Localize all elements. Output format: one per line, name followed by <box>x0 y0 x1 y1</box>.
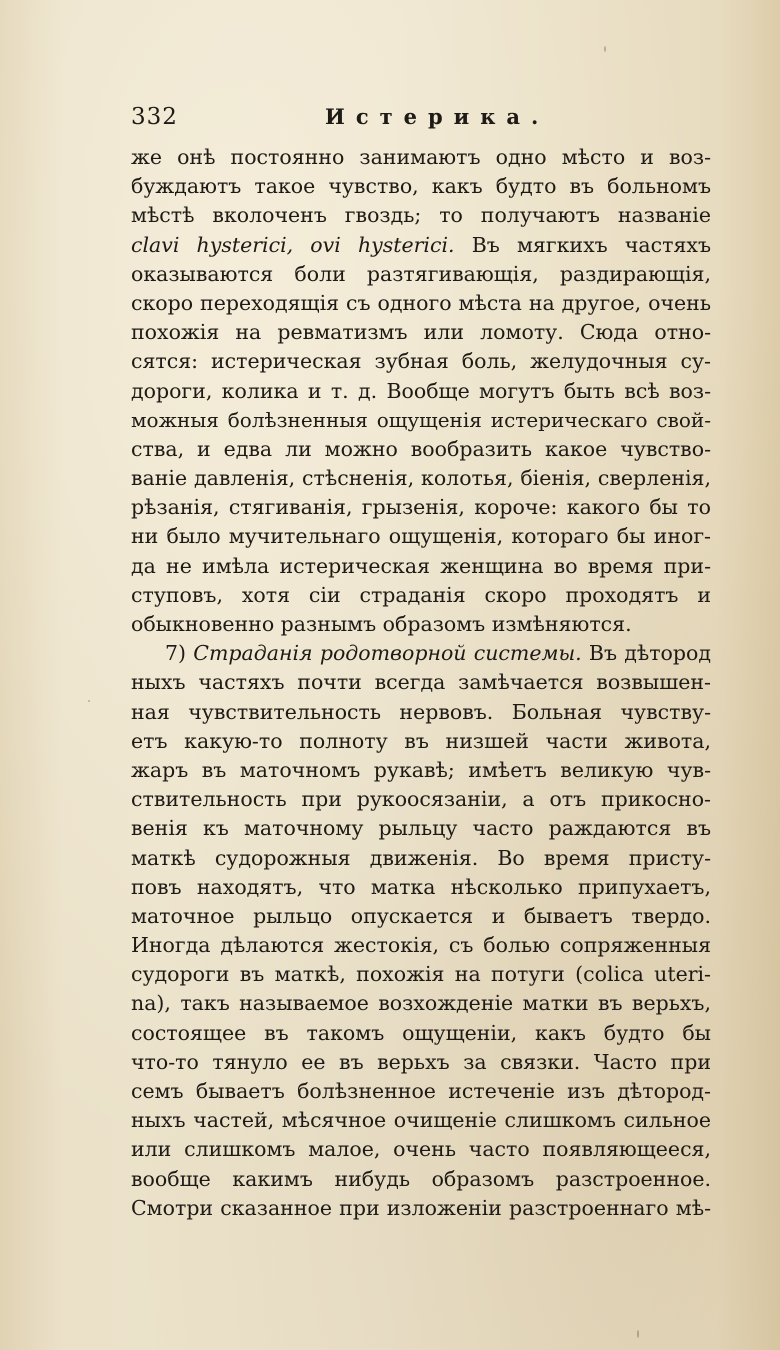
text-line: семъ бываетъ болѣзненное истеченіе изъ дѣтород- <box>131 1079 711 1103</box>
text-line: ствительность при рукоосязаніи, а отъ прикосно- <box>131 787 711 812</box>
text-line: маткѣ судорожныя движенія. Во время присту- <box>131 845 711 870</box>
text-line: вообще какимъ нибудь образомъ разстроенное. <box>131 1166 711 1191</box>
text-line: оказываются боли разтягивающія, раздирающія, <box>131 261 711 286</box>
text-line: na), такъ называемое возхожденіе матки въ верьхъ, <box>131 991 711 1016</box>
text-line: повъ находятъ, что матка нѣсколько припухаетъ, <box>131 874 711 899</box>
text-line: ныхъ частяхъ почти всегда замѣчается возвышен- <box>131 670 711 695</box>
text-line: похожія на ревматизмъ или ломоту. Сюда отно- <box>131 320 711 345</box>
text-line: скоро переходящія съ одного мѣста на другое, очень <box>131 290 711 315</box>
text-line: же онѣ постоянно занимаютъ одно мѣсто и воз- <box>131 145 711 169</box>
text-line: жаръ въ маточномъ рукавѣ; имѣетъ великую чув- <box>131 757 711 782</box>
text-line: что-то тянуло ее въ верьхъ за связки. Часто при <box>131 1049 711 1074</box>
paper-speck <box>88 700 90 702</box>
text-line: ваніе давленія, стѣсненія, колотья, біенія, сверленія, <box>131 466 711 491</box>
page-header <box>131 104 711 134</box>
text-line: буждаютъ такое чувство, какъ будто въ больномъ <box>131 174 711 199</box>
text-line: дороги, колика и т. д. Вообще могутъ быть всѣ воз- <box>131 378 711 403</box>
text-line: или слишкомъ малое, очень часто появляющееся, <box>131 1137 711 1162</box>
text-line: маточное рыльцо опускается и бываетъ твердо. <box>131 903 711 928</box>
text-line: рѣзанія, стягиванія, грызенія, короче: какого бы то <box>131 495 711 520</box>
paper-speck <box>637 1330 639 1338</box>
page-number: 332 <box>131 104 178 130</box>
text-line: етъ какую-то полноту въ низшей части живота, <box>131 728 711 753</box>
body-text <box>131 143 711 1223</box>
text-line: да не имѣла истерическая женщина во время при- <box>131 553 711 578</box>
paper-speck <box>604 46 606 52</box>
text-line: Смотри сказанное при изложеніи разстроеннаго мѣ- <box>131 1195 711 1220</box>
text-line: венія къ маточному рыльцу часто раждаются въ <box>131 816 711 841</box>
text-line: сятся: истерическая зубная боль, желудочныя су- <box>131 349 711 374</box>
text-line: ни было мучительнаго ощущенія, котораго бы иног- <box>131 524 711 549</box>
text-line: мѣстѣ вколоченъ гвоздь; то получаютъ названіе <box>131 203 711 228</box>
text-line: состоящее въ такомъ ощущеніи, какъ будто бы <box>131 1020 711 1045</box>
latin-term: clavi hysterici, ovi hysterici. <box>131 232 455 257</box>
running-title: Истерика. <box>325 104 550 129</box>
section-number: 7) <box>165 641 187 666</box>
text-line: ныхъ частей, мѣсячное очищеніе слишкомъ сильное <box>131 1108 711 1133</box>
section-title: Страданія родотворной системы. <box>186 641 582 666</box>
text-line: ства, и едва ли можно вообразить какое чувство- <box>131 436 711 461</box>
text-line: Иногда дѣлаются жестокія, съ болью сопряженныя <box>131 933 711 958</box>
text-line: можныя болѣзненныя ощущенія истерическаго свой- <box>131 407 711 432</box>
paragraph-end-line: обыкновенно разнымъ образомъ измѣняются. <box>131 612 632 636</box>
text-line: clavi hysterici, ovi hysterici. Въ мягкихъ частяхъ <box>131 232 711 257</box>
text-line: ступовъ, хотя сіи страданія скоро проходятъ и <box>131 582 711 607</box>
text-line: судороги въ маткѣ, похожія на потуги (colica uteri- <box>131 962 711 987</box>
text-line: ная чувствительность нервовъ. Больная чувству- <box>131 699 711 724</box>
section-heading-line: 7) Страданія родотворной системы. Въ дѣтород <box>165 641 711 666</box>
